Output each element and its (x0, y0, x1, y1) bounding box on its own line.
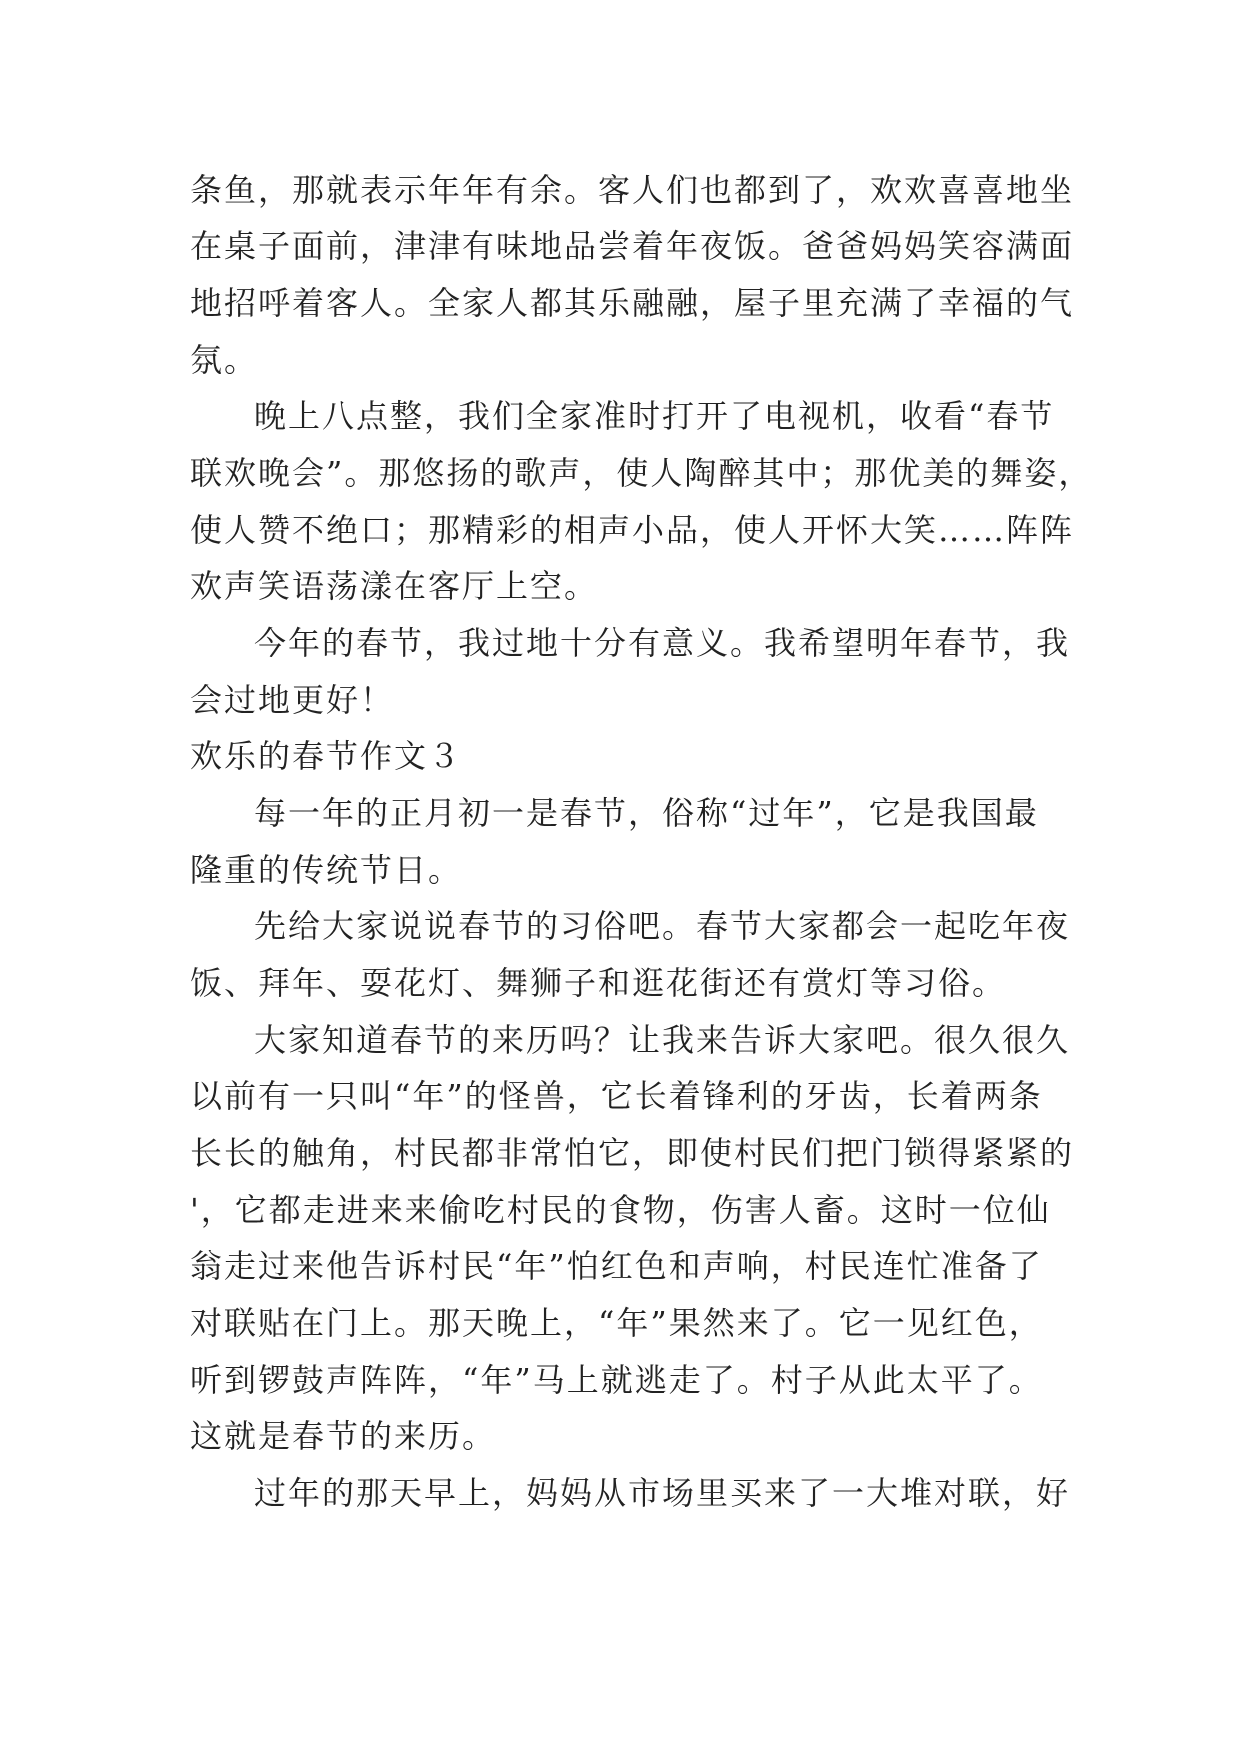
text-line: 以前有一只叫“年”的怪兽，它长着锋利的牙齿，长着两条 (190, 1077, 1043, 1115)
paragraph-first-line: 每一年的正月初一是春节，俗称“过年”，它是我国最 (254, 794, 1039, 832)
paragraph-first-line: 过年的那天早上，妈妈从市场里买来了一大堆对联，好 (254, 1474, 1071, 1512)
paragraph-first-line: 今年的春节，我过地十分有意义。我希望明年春节，我 (254, 624, 1071, 662)
text-line: 隆重的传统节日。 (190, 851, 463, 889)
text-line: 听到锣鼓声阵阵，“年”马上就逃走了。村子从此太平了。 (190, 1361, 1043, 1399)
section-heading: 欢乐的春节作文３ (190, 737, 463, 775)
text-line: 在桌子面前，津津有味地品尝着年夜饭。爸爸妈妈笑容满面 (190, 227, 1075, 265)
text-line: 这就是春节的来历。 (190, 1417, 497, 1455)
text-line: 使人赞不绝口；那精彩的相声小品，使人开怀大笑……阵阵 (190, 511, 1075, 549)
text-line: 饭、拜年、耍花灯、舞狮子和逛花街还有赏灯等习俗。 (190, 964, 1007, 1002)
text-line: 长长的触角，村民都非常怕它，即使村民们把门锁得紧紧的 (190, 1134, 1075, 1172)
text-line: 欢声笑语荡漾在客厅上空。 (190, 567, 599, 605)
text-line: 对联贴在门上。那天晚上，“年”果然来了。它一见红色， (190, 1304, 1043, 1342)
text-line: 地招呼着客人。全家人都其乐融融，屋子里充满了幸福的气 (190, 284, 1075, 322)
text-line: 条鱼，那就表示年年有余。客人们也都到了，欢欢喜喜地坐 (190, 171, 1075, 209)
text-line: 氛。 (190, 341, 259, 379)
paragraph-first-line: 先给大家说说春节的习俗吧。春节大家都会一起吃年夜 (254, 907, 1071, 945)
text-line: 会过地更好！ (190, 681, 395, 719)
text-line: 翁走过来他告诉村民“年”怕红色和声响，村民连忙准备了 (190, 1247, 1043, 1285)
text-line: '，它都走进来来偷吃村民的食物，伤害人畜。这时一位仙 (190, 1191, 1051, 1229)
paragraph-first-line: 大家知道春节的来历吗？让我来告诉大家吧。很久很久 (254, 1021, 1071, 1059)
paragraph-first-line: 晚上八点整，我们全家准时打开了电视机，收看“春节 (254, 397, 1055, 435)
text-line: 联欢晚会”。那悠扬的歌声，使人陶醉其中；那优美的舞姿， (190, 454, 1093, 492)
